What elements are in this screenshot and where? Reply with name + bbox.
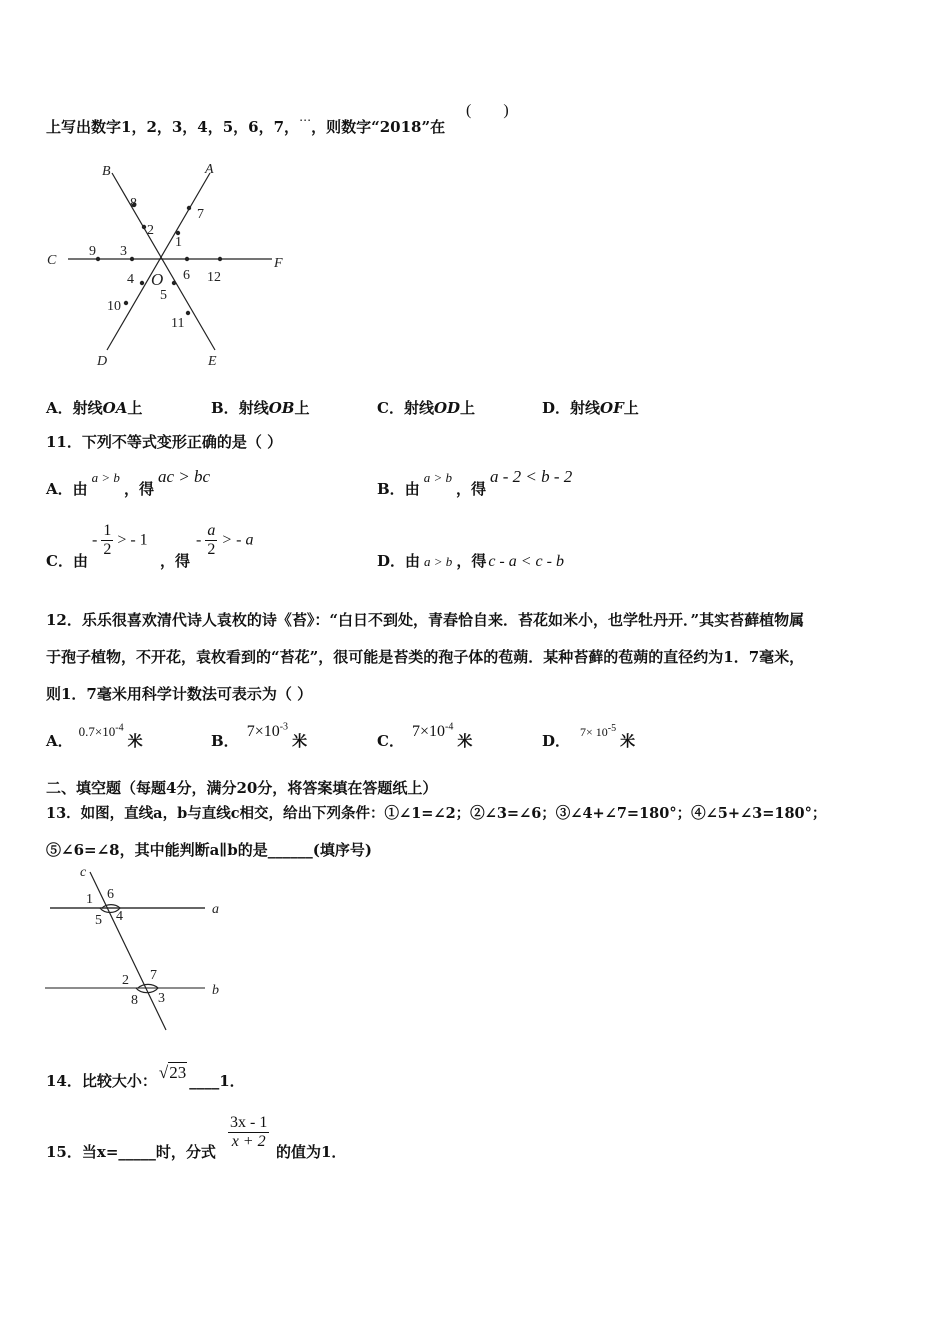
q12-option-c-base: 7×10 — [411, 723, 445, 740]
fig13-label-c: c — [80, 865, 87, 880]
fig10-num-2: 2 — [147, 223, 154, 238]
q10-option-a-pre: 射线 — [72, 399, 103, 417]
q10-option-b-pre: 射线 — [238, 399, 269, 417]
q12-option-b-base: 7×10 — [246, 723, 280, 740]
q12-option-d-exponent: -5 — [607, 723, 617, 734]
fig10-num-9: 9 — [89, 244, 96, 259]
q11-option-d-you: 由 — [405, 552, 421, 570]
q10-option-c-ray: OD — [433, 399, 461, 417]
q12-option-a-base: 0.7×10 — [78, 724, 116, 739]
q11-c-res-minus: - — [196, 531, 202, 549]
q10-option-b[interactable] — [211, 397, 309, 418]
q12-option-d-letter: D． — [542, 732, 571, 750]
q11-c-res-fraction — [205, 522, 217, 560]
q15-fraction-body — [228, 1114, 269, 1152]
fig13-angle-4: 4 — [116, 909, 123, 924]
fig13-angle-1: 1 — [86, 892, 93, 907]
q11-stem: 11．下列不等式变形正确的是（ ） — [46, 433, 283, 451]
q14-suffix: ____1． — [189, 1072, 245, 1090]
q10-stem — [46, 113, 446, 137]
q11-c-res-numerator: a — [205, 522, 217, 541]
q12-option-b-unit: 米 — [292, 732, 308, 750]
q11-option-c-result — [196, 522, 253, 560]
q11-option-a-condition: a > b — [91, 470, 120, 485]
q14-radicand: 23 — [169, 1063, 187, 1082]
q11-option-a[interactable] — [46, 467, 211, 499]
q12-option-b-exponent: -3 — [279, 721, 289, 733]
q10-option-b-post: 上 — [294, 399, 310, 417]
fig10-label-f: F — [274, 256, 283, 271]
fig10-num-7: 7 — [197, 207, 204, 222]
q12-option-a-value — [79, 724, 124, 739]
q12-option-c-letter: C． — [377, 732, 404, 750]
q14 — [46, 1063, 245, 1091]
q11-option-b-de: ，得 — [455, 480, 486, 498]
fig10-num-4: 4 — [127, 272, 134, 287]
q11-c-cond-rest: > - 1 — [117, 531, 148, 549]
q12-option-d-unit: 米 — [620, 732, 636, 750]
q10-option-d-letter: D． — [542, 399, 571, 417]
q11-c-cond-fraction — [101, 522, 113, 560]
q12-option-a-letter: A． — [46, 732, 73, 750]
q11-option-a-letter: A． — [46, 480, 73, 498]
q12-option-b-letter: B． — [211, 732, 239, 750]
q11-c-res-denominator: 2 — [207, 541, 216, 559]
q12-option-c-value — [412, 723, 453, 740]
q10-option-a-letter: A． — [46, 399, 73, 417]
q10-rays-figure — [40, 155, 300, 375]
q10-option-c-letter: C． — [377, 399, 404, 417]
q13-stem-line2: ⑤∠6=∠8，其中能判断a∥b的是______(填序号) — [46, 841, 372, 859]
q11-option-c-letter: C． — [46, 552, 73, 570]
fig10-label-c: C — [47, 253, 57, 268]
q11-c-res-rest: > - a — [221, 531, 254, 549]
q10-option-a-ray: OA — [102, 399, 128, 417]
q13-stem-line1: 13．如图，直线a，b与直线c相交，给出下列条件：①∠1=∠2；②∠3=∠6；③∠4+∠7=180°；④∠5+∠3=180°； — [46, 805, 827, 822]
fig13-angle-8: 8 — [131, 993, 138, 1008]
fig10-num-3: 3 — [120, 244, 127, 259]
q10-option-b-letter: B． — [211, 399, 239, 417]
q11-option-c-you: 由 — [72, 552, 88, 570]
q11-option-a-you: 由 — [72, 480, 88, 498]
ray-line-ad — [107, 173, 210, 350]
fig10-label-b: B — [102, 164, 111, 179]
q11-option-b-you: 由 — [404, 480, 420, 498]
q11-option-c[interactable] — [46, 550, 88, 571]
fig10-label-e: E — [208, 354, 217, 369]
q12-option-d-base: 7× 10 — [580, 725, 608, 739]
fig10-num-11: 11 — [171, 316, 185, 331]
fig10-num-1: 1 — [175, 235, 182, 250]
q12-option-c[interactable] — [377, 721, 473, 751]
q14-sqrt: √23 — [158, 1063, 187, 1082]
fig10-label-a: A — [205, 162, 214, 177]
q10-ellipsis: ⋯ — [299, 113, 312, 127]
q11-option-d-result: c - a < c - b — [488, 553, 564, 570]
q12-option-a-unit: 米 — [127, 732, 143, 750]
q12-option-d[interactable] — [542, 723, 636, 751]
q12-option-b-value — [247, 723, 288, 740]
q10-option-d-ray: OF — [600, 399, 624, 417]
q11-option-b-letter: B． — [377, 480, 405, 498]
q10-option-b-ray: OB — [268, 399, 295, 417]
fig13-angle-2: 2 — [122, 973, 129, 988]
q12-option-c-exponent: -4 — [444, 721, 454, 733]
q11-option-d-de: ，得 — [456, 552, 487, 570]
q10-option-d-pre: 射线 — [570, 399, 601, 417]
q11-option-d[interactable] — [377, 550, 564, 571]
q10-option-c-pre: 射线 — [403, 399, 434, 417]
q10-stem-text: 上写出数字1，2，3，4，5，6，7， — [46, 118, 300, 136]
fig10-label-o: O — [151, 270, 164, 289]
q11-option-d-letter: D． — [377, 552, 406, 570]
section-2-heading: 二、填空题（每题4分，满分20分，将答案填在答题纸上） — [46, 779, 438, 797]
fig10-num-10: 10 — [107, 299, 121, 314]
q12-option-a[interactable] — [46, 722, 143, 751]
q10-option-c[interactable] — [377, 397, 475, 418]
q11-option-a-result: ac > bc — [157, 467, 211, 486]
q11-option-c-condition — [92, 522, 148, 560]
fig13-label-b: b — [212, 983, 219, 998]
fig10-label-d: D — [97, 354, 108, 369]
q12-stem-line3: 则1．7毫米用科学计数法可表示为（ ） — [46, 685, 313, 703]
q12-option-d-value — [580, 725, 616, 739]
fig13-angle-6: 6 — [107, 887, 114, 902]
q14-prefix: 14．比较大小： — [46, 1072, 157, 1090]
q11-option-a-de: ，得 — [123, 480, 154, 498]
fig10-num-8: 8 — [130, 196, 137, 211]
fig13-angle-7: 7 — [150, 968, 157, 983]
fig10-num-12: 12 — [207, 270, 221, 285]
fig10-num-5: 5 — [160, 288, 167, 303]
q15-fraction — [228, 1114, 269, 1152]
q15-suffix: 的值为1． — [276, 1143, 347, 1161]
q11-option-b-result: a - 2 < b - 2 — [490, 467, 573, 486]
q10-option-c-post: 上 — [460, 399, 476, 417]
q15-denominator: x + 2 — [231, 1133, 266, 1151]
fig13-angle-5: 5 — [95, 913, 102, 928]
q10-option-d[interactable] — [542, 397, 639, 418]
q10-answer-paren: ( ) — [466, 102, 509, 119]
q11-c-cond-denominator: 2 — [103, 541, 112, 559]
q12-option-b[interactable] — [211, 721, 308, 751]
fig10-num-6: 6 — [183, 268, 190, 283]
q13-parallel-lines-figure — [40, 862, 240, 1034]
q10-option-a[interactable] — [46, 397, 142, 418]
q11-option-b[interactable] — [377, 467, 573, 499]
fig13-angle-3: 3 — [158, 991, 165, 1006]
q11-c-cond-numerator: 1 — [101, 522, 113, 541]
q10-stem-end: ，则数字“2018”在 — [311, 118, 446, 136]
fig13-label-a: a — [212, 902, 219, 917]
line-c — [90, 872, 166, 1030]
ray-line-be — [112, 173, 215, 350]
q11-c-cond-minus: - — [92, 531, 98, 549]
q11-option-b-condition: a > b — [423, 470, 452, 485]
q15-prefix: 15．当x=_____时，分式 — [46, 1143, 216, 1161]
q11-option-d-condition: a > b — [424, 554, 453, 569]
q12-option-a-exponent: -4 — [115, 722, 124, 734]
q12-option-c-unit: 米 — [457, 732, 473, 750]
q10-option-d-post: 上 — [623, 399, 639, 417]
q12-stem-line2: 于孢子植物，不开花，袁枚看到的“苔花”，很可能是苔类的孢子体的苞蒴．某种苔藓的苞蒴的直径约为1．7毫米， — [46, 648, 805, 666]
q15-numerator: 3x - 1 — [228, 1114, 269, 1133]
q12-stem-line1: 12．乐乐很喜欢清代诗人袁枚的诗《苔》：“白日不到处，青春恰自来．苔花如米小，也学牡丹开．”其实苔藓植物属 — [46, 611, 805, 629]
q10-option-a-post: 上 — [127, 399, 143, 417]
q11-option-c-de: ，得 — [160, 552, 191, 570]
